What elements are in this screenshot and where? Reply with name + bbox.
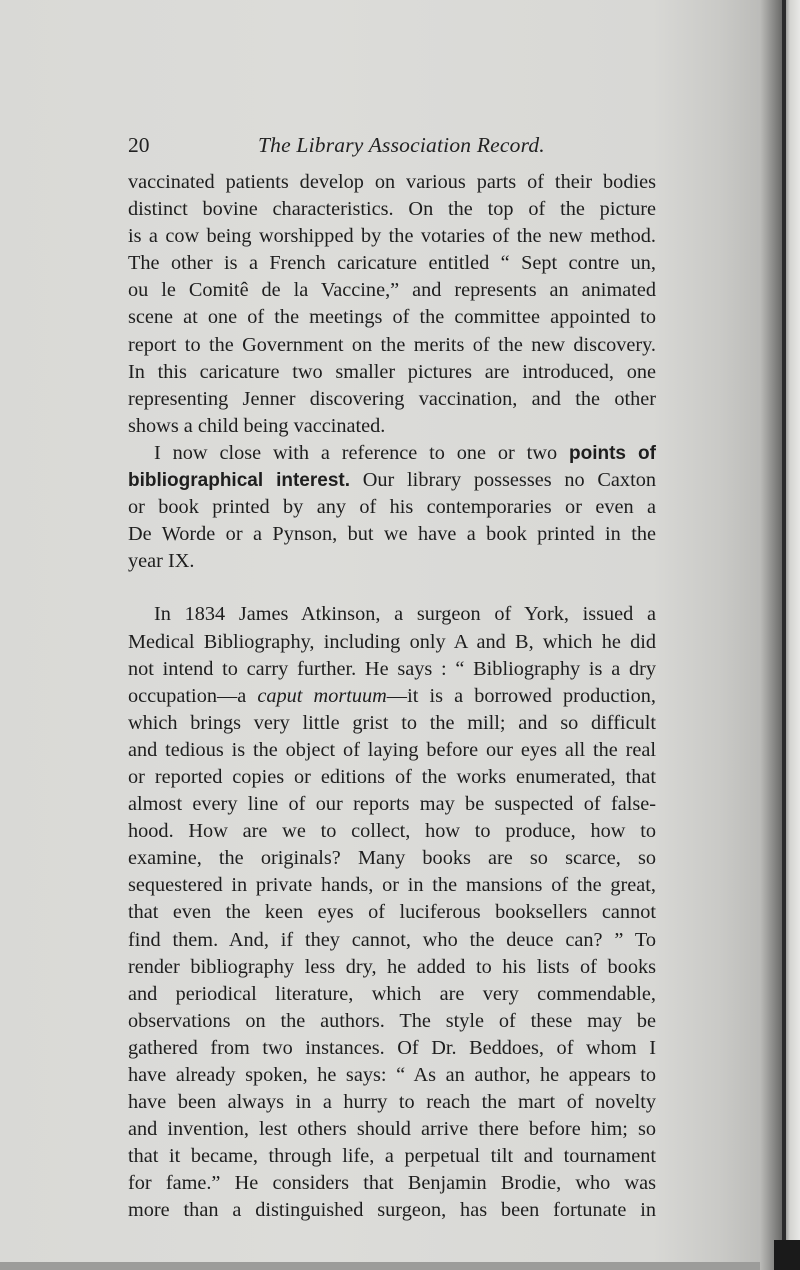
text-line: for fame.” He considers that Benjamin Brodie, who was bbox=[128, 1172, 656, 1195]
para3-line4-a: occupation—a bbox=[128, 684, 258, 707]
text-line: that even the keen eyes of luciferous booksellers cannot bbox=[128, 901, 656, 924]
running-title: The Library Association Record. bbox=[258, 133, 545, 157]
text-line: find them. And, if they cannot, who the deuce can? ” To bbox=[128, 928, 656, 951]
text-line: which brings very little grist to the mill; and so difficult bbox=[128, 711, 656, 734]
text-line: report to the Government on the merits of the new discovery. bbox=[128, 333, 656, 356]
text-line: have been always in a hurry to reach the mart of novelty bbox=[128, 1091, 656, 1114]
text-line: more than a distinguished surgeon, has been fortunate in bbox=[128, 1199, 656, 1222]
text-line: hood. How are we to collect, how to produce, how to bbox=[128, 820, 656, 843]
text-line: scene at one of the meetings of the committee appointed to bbox=[128, 306, 656, 329]
page-number: 20 bbox=[128, 133, 150, 157]
binding-spine bbox=[782, 0, 786, 1270]
text-line: almost every line of our reports may be suspected of false- bbox=[128, 793, 656, 816]
running-header bbox=[128, 133, 656, 163]
text-line bbox=[128, 440, 656, 467]
text-line: render bibliography less dry, he added to his lists of books bbox=[128, 955, 656, 978]
text-line: or book printed by any of his contemporaries or even a bbox=[128, 496, 656, 519]
text-line: observations on the authors. The style of these may be bbox=[128, 1009, 656, 1032]
text-line: Medical Bibliography, including only A and B, which he did bbox=[128, 630, 656, 653]
text-line: In this caricature two smaller pictures are introduced, one bbox=[128, 360, 656, 383]
text-line: De Worde or a Pynson, but we have a book printed in the bbox=[128, 523, 656, 546]
caput-mortuum-italic: caput mortuum bbox=[257, 684, 387, 707]
text-line: year IX. bbox=[128, 550, 195, 573]
text-line: have already spoken, he says: “ As an author, he appears to bbox=[128, 1064, 656, 1086]
text-line: and periodical literature, which are very commendable, bbox=[128, 982, 656, 1005]
text-line bbox=[128, 467, 656, 494]
book-binding-edge bbox=[760, 0, 800, 1270]
text-line: distinct bovine characteristics. On the top of the picture bbox=[128, 198, 656, 221]
text-line: and invention, lest others should arrive there before him; so bbox=[128, 1118, 656, 1141]
text-line: gathered from two instances. Of Dr. Beddoes, of whom I bbox=[128, 1036, 656, 1059]
paragraph-3 bbox=[128, 601, 656, 1224]
para2-bold-2: bibliographical interest. bbox=[128, 470, 350, 492]
text-line bbox=[128, 683, 656, 710]
body-text bbox=[128, 169, 656, 1225]
text-line: not intend to carry further. He says : “ Bibliography is a dry bbox=[128, 657, 656, 680]
text-line: that it became, through life, a perpetual tilt and tournament bbox=[128, 1145, 656, 1168]
text-line: is a cow being worshipped by the votaries of the new method. bbox=[128, 225, 656, 248]
text-line: In 1834 James Atkinson, a surgeon of York, issued a bbox=[154, 603, 656, 626]
paragraph-3-rest bbox=[128, 710, 656, 1225]
text-line: or reported copies or editions of the works enumerated, that bbox=[128, 765, 656, 788]
text-line: shows a child being vaccinated. bbox=[128, 414, 386, 437]
text-line: sequestered in private hands, or in the mansions of the great, bbox=[128, 874, 656, 897]
paragraph-2-rest bbox=[128, 494, 656, 575]
paragraph-2 bbox=[128, 440, 656, 575]
text-line: vaccinated patients develop on various parts of their bodies bbox=[128, 171, 656, 193]
text-line: examine, the originals? Many books are so scarce, so bbox=[128, 847, 656, 870]
para2-start: I now close with a reference to one or two bbox=[154, 441, 569, 464]
paragraph-1 bbox=[128, 169, 656, 440]
para2-cont: Our library possesses no Caxton bbox=[350, 469, 656, 492]
para2-bold-1: points of bbox=[568, 442, 656, 464]
text-line: The other is a French caricature entitled “ Sept contre un, bbox=[128, 252, 656, 275]
text-line: and tedious is the object of laying before our eyes all the real bbox=[128, 738, 656, 761]
binding-corner bbox=[774, 1240, 800, 1270]
text-line: ou le Comitê de la Vaccine,” and represents an animated bbox=[128, 279, 656, 302]
para3-line4-b: —it is a borrowed production, bbox=[386, 684, 656, 707]
text-line: representing Jenner discovering vaccination, and the other bbox=[128, 387, 656, 410]
